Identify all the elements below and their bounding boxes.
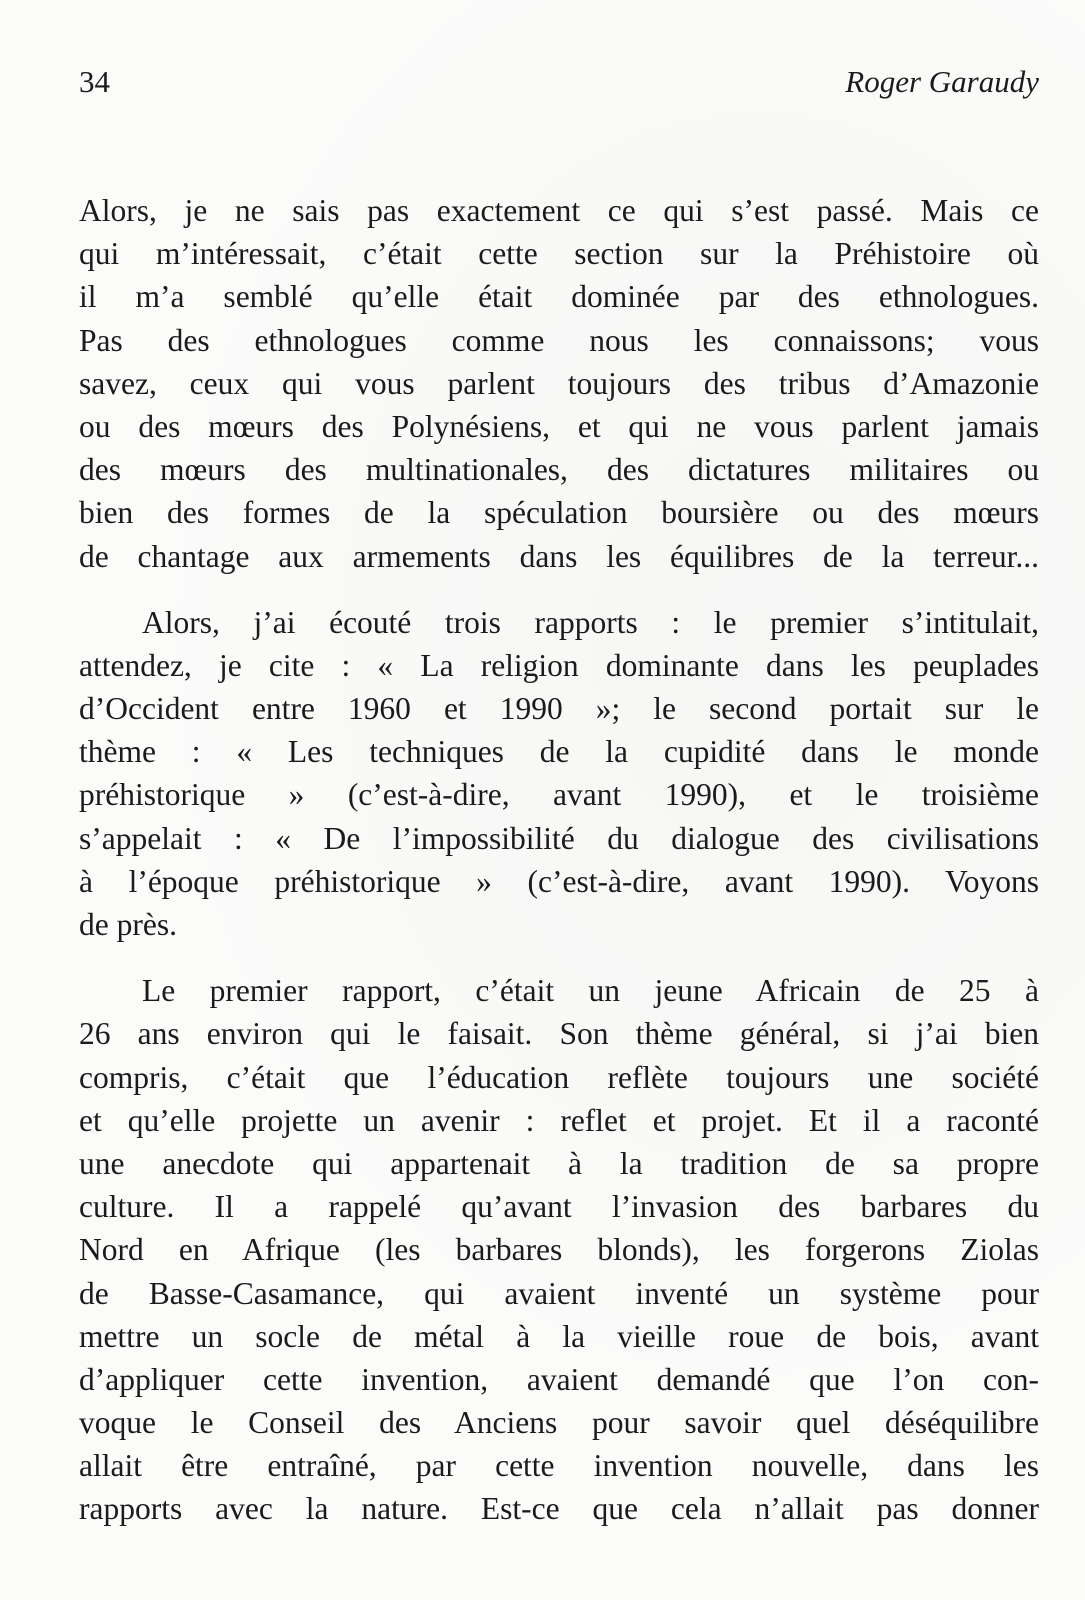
page-number: 34 xyxy=(79,64,110,99)
text-line: de chantage aux armements dans les équilibres de la terreur... xyxy=(79,538,1039,574)
text-line: à l’époque préhistorique » (c’est-à-dire, avant 1990). Voyons xyxy=(79,863,1039,899)
text-line: Le premier rapport, c’était un jeune Africain de 25 à xyxy=(142,973,1039,1009)
paragraph-1 xyxy=(79,189,1039,578)
text-line: Alors, j’ai écouté trois rapports : le premier s’intitulait, xyxy=(142,604,1039,640)
text-line: qui m’intéressait, c’était cette section sur la Préhistoire où xyxy=(79,236,1039,272)
text-line: bien des formes de la spéculation boursière ou des mœurs xyxy=(79,495,1039,531)
paragraph-gap xyxy=(79,578,1039,601)
text-line: de près. xyxy=(79,907,177,942)
text-line: préhistorique » (c’est-à-dire, avant 1990), et le troisième xyxy=(79,777,1039,813)
text-line: et qu’elle projette un avenir : reflet et projet. Et il a raconté xyxy=(79,1102,1039,1138)
text-line: allait être entraîné, par cette invention nouvelle, dans les xyxy=(79,1448,1039,1484)
text-line: des mœurs des multinationales, des dictatures militaires ou xyxy=(79,452,1039,488)
text-line: 26 ans environ qui le faisait. Son thème général, si j’ai bien xyxy=(79,1016,1039,1052)
text-line: mettre un socle de métal à la vieille roue de bois, avant xyxy=(79,1318,1039,1354)
text-line: il m’a semblé qu’elle était dominée par des ethnologues. xyxy=(79,279,1039,315)
text-line: Nord en Afrique (les barbares blonds), les forgerons Ziolas xyxy=(79,1232,1039,1268)
text-line: d’Occident entre 1960 et 1990 »; le second portait sur le xyxy=(79,691,1039,727)
running-title: Roger Garaudy xyxy=(845,64,1039,99)
text-line: attendez, je cite : « La religion dominante dans les peuplades xyxy=(79,647,1039,683)
paragraph-3 xyxy=(79,969,1039,1530)
text-line: compris, c’était que l’éducation reflète toujours une société xyxy=(79,1059,1039,1095)
body-text xyxy=(79,189,1039,1531)
text-line: Pas des ethnologues comme nous les connaissons; vous xyxy=(79,322,1039,358)
running-head xyxy=(79,62,1039,102)
text-line: d’appliquer cette invention, avaient demandé que l’on con- xyxy=(79,1361,1039,1397)
text-line: une anecdote qui appartenait à la tradition de sa propre xyxy=(79,1145,1039,1181)
paragraph-2 xyxy=(79,601,1039,947)
text-line: voque le Conseil des Anciens pour savoir quel déséquilibre xyxy=(79,1405,1039,1441)
text-line: culture. Il a rappelé qu’avant l’invasion des barbares du xyxy=(79,1189,1039,1225)
text-line: ou des mœurs des Polynésiens, et qui ne vous parlent jamais xyxy=(79,408,1039,444)
text-line: rapports avec la nature. Est-ce que cela n’allait pas donner xyxy=(79,1491,1039,1527)
text-line: s’appelait : « De l’impossibilité du dialogue des civilisations xyxy=(79,820,1039,856)
text-line: Alors, je ne sais pas exactement ce qui s’est passé. Mais ce xyxy=(79,193,1039,228)
text-line: de Basse-Casamance, qui avaient inventé un système pour xyxy=(79,1275,1039,1311)
paragraph-gap xyxy=(79,946,1039,969)
text-line: thème : « Les techniques de la cupidité dans le monde xyxy=(79,734,1039,770)
text-line: savez, ceux qui vous parlent toujours des tribus d’Amazonie xyxy=(79,365,1039,401)
